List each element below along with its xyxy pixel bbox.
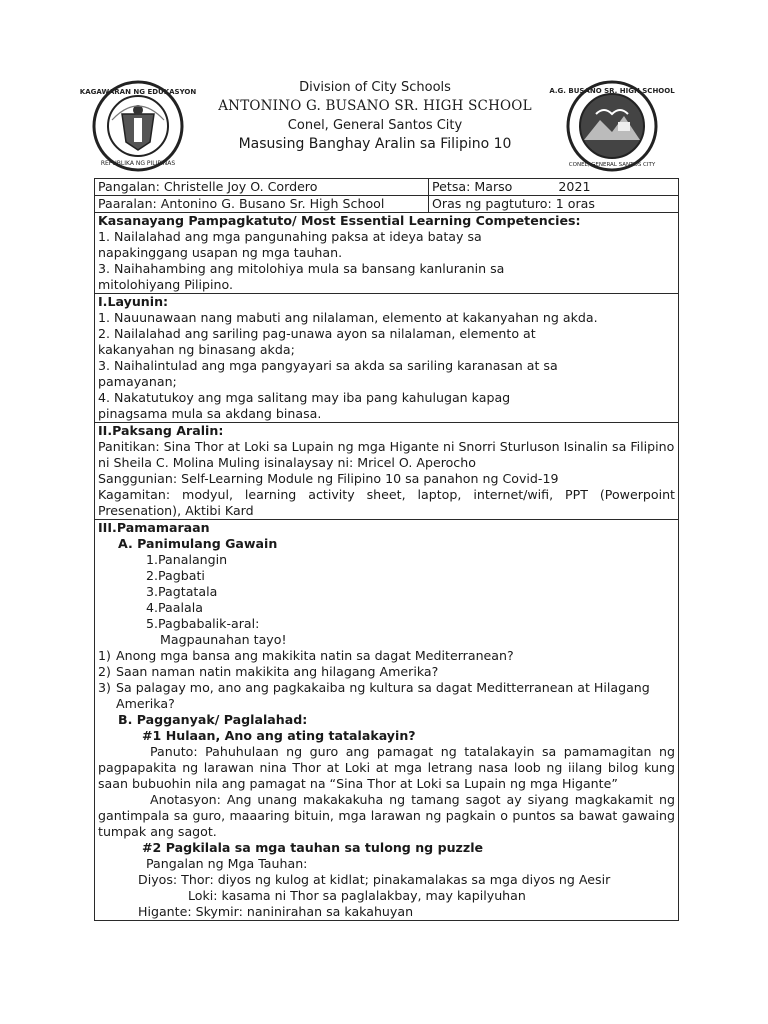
document-header: [0, 72, 768, 172]
activity-1-title: #1 Hulaan, Ano ang ating tatalakayin?: [142, 728, 416, 743]
review-question-2: 2) Saan naman natin makikita ang hilagang Amerika?: [98, 664, 439, 679]
layunin-4: 4. Nakatutukoy ang mga salitang may iba pang kahulugan kapag pinagsama mula sa akdang binasa.: [98, 390, 511, 421]
section-a-heading: A. Panimulang Gawain: [118, 536, 278, 551]
section-b-heading: B. Pagganyak/ Paglalahad:: [118, 712, 308, 727]
sanggunian: Sanggunian: Self-Learning Module ng Filipino 10 sa panahon ng Covid-19: [98, 471, 559, 486]
competency-1: 1. Nailalahad ang mga pangunahing paksa at ideya batay sa napakinggang usapan ng mga tauhan.: [98, 229, 482, 260]
lesson-plan-title: Masusing Banghay Aralin sa Filipino 10: [238, 136, 512, 152]
competency-3: 3. Naihahambing ang mitolohiya mula sa bansang kanluranin sa mitolohiyang Pilipino.: [98, 261, 505, 292]
svg-text:REPUBLIKA NG PILIPINAS: REPUBLIKA NG PILIPINAS: [100, 160, 176, 167]
activity-1-anotasyon: Anotasyon: Ang unang makakakuha ng tamang sagot ay siyang magkakamit ng gantimpala sa guro, maaaring bituin, mga larawan ng pagkain o puntos sa bawat gawaing tumpak ang sagot.: [98, 792, 675, 839]
layunin-3: 3. Naihalintulad ang mga pangyayari sa akda sa sariling karanasan at sa pamayanan;: [98, 358, 558, 389]
info-row-2: [95, 196, 679, 213]
activity-2-title: #2 Pagkilala sa mga tauhan sa tulong ng puzzle: [142, 840, 484, 855]
panitikan: Panitikan: Sina Thor at Loki sa Lupain ng mga Higante ni Snorri Sturluson Isinalin sa Filipino ni Sheila C. Molina Muling isinalaysay ni: Mricel O. Aperocho: [98, 439, 675, 470]
deped-seal-icon: [79, 80, 197, 172]
pamamaraan-heading: III.Pamamaraan: [98, 520, 210, 535]
review-question-1: 1) Anong mga bansa ang makikita natin sa dagat Mediterranean?: [98, 648, 514, 663]
paksa-row: [95, 423, 679, 520]
competencies-row: [95, 213, 679, 294]
school-heading: [190, 78, 560, 154]
school-seal-icon: [549, 80, 675, 172]
layunin-heading: I.Layunin:: [98, 294, 169, 309]
lesson-plan-table: [94, 178, 679, 921]
review-questions: [98, 648, 675, 712]
layunin-2: 2. Nailalahad ang sariling pag-unawa ayon sa nilalaman, elemento at kakanyahan ng binasang akda;: [98, 326, 536, 357]
pamamaraan-row: [95, 520, 679, 921]
kagamitan: Kagamitan: modyul, learning activity sheet, laptop, internet/wifi, PPT (Powerpoint Presenation), Aktibi Kard: [98, 487, 675, 518]
step-5: 5.Pagbabalik-aral:: [146, 616, 260, 631]
school-cell: Paaralan: Antonino G. Busano Sr. High School: [95, 196, 429, 213]
svg-text:CONEL, GENERAL SANTOS CITY: CONEL, GENERAL SANTOS CITY: [568, 162, 656, 168]
lesson-plan-body: [94, 178, 678, 921]
school-address: Conel, General Santos City: [287, 118, 463, 133]
school-name: ANTONINO G. BUSANO SR. HIGH SCHOOL: [218, 98, 532, 114]
step-4: 4.Paalala: [146, 600, 203, 615]
layunin-row: [95, 294, 679, 423]
division-name: Division of City Schools: [299, 80, 451, 95]
svg-text:A.G. BUSANO SR. HIGH SCHOOL: A.G. BUSANO SR. HIGH SCHOOL: [549, 87, 675, 95]
activity-1-panuto: Panuto: Pahuhulaan ng guro ang pamagat ng tatalakayin sa pamamagitan ng pagpapakita ng larawan nina Thor at Loki at mga letrang nasa loob ng iilang bilog kung saan bubuohin nila ang pamagat na “Sina Thor at Loki sa Lupain ng mga Higante”: [98, 744, 675, 791]
competencies-heading: Kasanayang Pampagkatuto/ Most Essential Learning Competencies:: [98, 213, 581, 228]
review-question-3: 3) Sa palagay mo, ano ang pagkakaiba ng kultura sa dagat Meditterranean at Hilagang Amerika?: [98, 680, 650, 711]
teacher-name: Pangalan: Christelle Joy O. Cordero: [95, 179, 429, 196]
step-3: 3.Pagtatala: [146, 584, 218, 599]
character-loki: Loki: kasama ni Thor sa paglalakbay, may kapilyuhan: [188, 888, 526, 903]
paksa-heading: II.Paksang Aralin:: [98, 423, 224, 438]
step-2: 2.Pagbati: [146, 568, 205, 583]
info-row-1: [95, 179, 679, 196]
duration-cell: Oras ng pagtuturo: 1 oras: [429, 196, 679, 213]
characters-label: Pangalan ng Mga Tauhan:: [146, 856, 308, 871]
layunin-1: 1. Nauunawaan nang mabuti ang nilalaman, elemento at kakanyahan ng akda.: [98, 310, 598, 325]
date-cell: [429, 179, 679, 196]
character-skymir: Higante: Skymir: naninirahan sa kakahuyan: [138, 904, 414, 919]
date-year: 2021: [558, 179, 591, 194]
review-intro: Magpaunahan tayo!: [160, 632, 287, 647]
svg-text:KAGAWARAN NG EDUKASYON: KAGAWARAN NG EDUKASYON: [79, 88, 197, 96]
date-label: Petsa: Marso: [432, 179, 513, 194]
step-1: 1.Panalangin: [146, 552, 228, 567]
character-thor: Diyos: Thor: diyos ng kulog at kidlat; pinakamalakas sa mga diyos ng Aesir: [138, 872, 611, 887]
